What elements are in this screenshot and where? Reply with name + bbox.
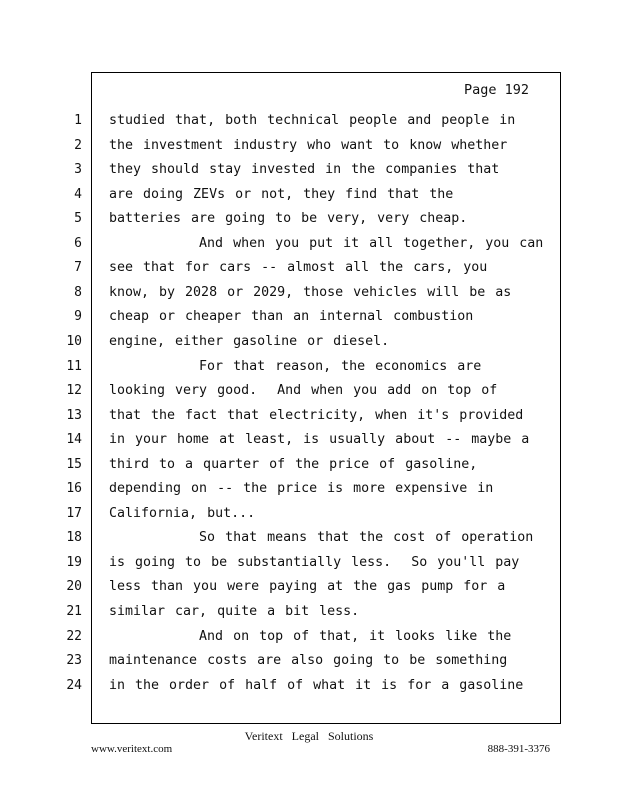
transcript-line-text: are doing ZEVs or not, they find that the bbox=[109, 187, 454, 202]
transcript-line-text: looking very good. And when you add on top of bbox=[109, 383, 498, 398]
line-number: 17 bbox=[66, 506, 82, 521]
line-number: 18 bbox=[66, 530, 82, 545]
line-number: 14 bbox=[66, 432, 82, 447]
transcript-line-text: they should stay invested in the companies that bbox=[109, 162, 500, 177]
transcript-line-text: know, by 2028 or 2029, those vehicles will be as bbox=[109, 285, 512, 300]
transcript-line-text: And on top of that, it looks like the bbox=[109, 629, 512, 644]
transcript-line-text: less than you were paying at the gas pump for a bbox=[109, 579, 506, 594]
line-number: 6 bbox=[74, 236, 82, 251]
line-number: 12 bbox=[66, 383, 82, 398]
transcript-line-text: studied that, both technical people and people in bbox=[109, 113, 516, 128]
transcript-line-text: cheap or cheaper than an internal combustion bbox=[109, 309, 474, 324]
line-number: 4 bbox=[74, 187, 82, 202]
line-number: 24 bbox=[66, 678, 82, 693]
line-number: 9 bbox=[74, 309, 82, 324]
transcript-line-text: that the fact that electricity, when it's provided bbox=[109, 408, 524, 423]
line-number: 10 bbox=[66, 334, 82, 349]
transcript-line-text: maintenance costs are also going to be something bbox=[109, 653, 508, 668]
transcript-line-text: engine, either gasoline or diesel. bbox=[109, 334, 390, 349]
transcript-line-text: third to a quarter of the price of gasoline, bbox=[109, 457, 478, 472]
line-number: 20 bbox=[66, 579, 82, 594]
line-number: 13 bbox=[66, 408, 82, 423]
transcript-line-text: similar car, quite a bit less. bbox=[109, 604, 360, 619]
page-number: Page 192 bbox=[464, 82, 530, 98]
footer-phone: 888-391-3376 bbox=[487, 743, 550, 755]
transcript-line-text: see that for cars -- almost all the cars, you bbox=[109, 260, 488, 275]
line-number: 22 bbox=[66, 629, 82, 644]
transcript-line-text: And when you put it all together, you can bbox=[109, 236, 544, 251]
line-number: 11 bbox=[66, 359, 82, 374]
footer-website: www.veritext.com bbox=[91, 743, 173, 755]
line-number: 19 bbox=[66, 555, 82, 570]
transcript-line-text: is going to be substantially less. So you'll pay bbox=[109, 555, 520, 570]
transcript-line-text: California, but... bbox=[109, 506, 256, 521]
line-number: 7 bbox=[74, 260, 82, 275]
line-number: 16 bbox=[66, 481, 82, 496]
transcript-line-text: in the order of half of what it is for a gasoline bbox=[109, 678, 524, 693]
line-number: 21 bbox=[66, 604, 82, 619]
transcript-line-text: depending on -- the price is more expensive in bbox=[109, 481, 494, 496]
transcript-line-text: in your home at least, is usually about -- maybe a bbox=[109, 432, 530, 447]
line-number: 5 bbox=[74, 211, 82, 226]
line-number: 1 bbox=[74, 113, 82, 128]
transcript-line-text: So that means that the cost of operation bbox=[109, 530, 534, 545]
footer-company: Veritext Legal Solutions bbox=[244, 729, 374, 743]
line-number: 15 bbox=[66, 457, 82, 472]
transcript-line-text: the investment industry who want to know whether bbox=[109, 138, 508, 153]
transcript-line-text: For that reason, the economics are bbox=[109, 359, 482, 374]
transcript-line-text: batteries are going to be very, very cheap. bbox=[109, 211, 468, 226]
line-number: 2 bbox=[74, 138, 82, 153]
line-number: 3 bbox=[74, 162, 82, 177]
line-number: 23 bbox=[66, 653, 82, 668]
line-number: 8 bbox=[74, 285, 82, 300]
